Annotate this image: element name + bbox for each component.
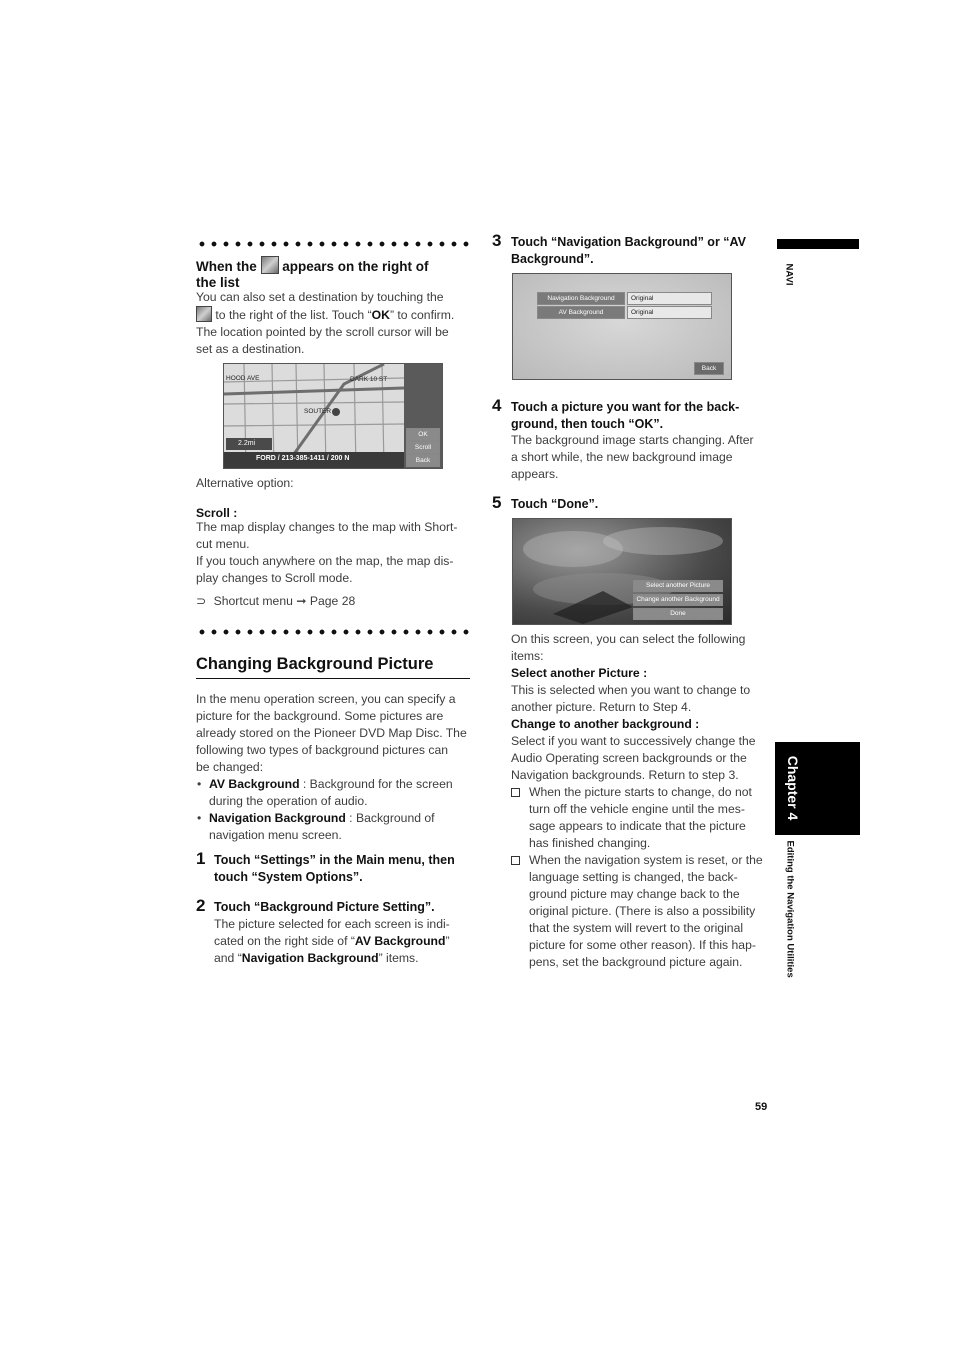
- chapter-section-label: Editing the Navigation Utilities: [784, 840, 796, 978]
- select-another-picture-button[interactable]: Select another Picture: [633, 580, 723, 592]
- note-item: [511, 784, 773, 852]
- step-line: Touch a picture you want for the back-: [511, 400, 740, 414]
- map-list-icon: [196, 306, 212, 322]
- body-line: that the system will revert to the original: [529, 921, 744, 935]
- body-line: This is selected when you want to change to: [511, 683, 751, 697]
- body-line: original picture. (There is also a possibility: [529, 904, 756, 918]
- section-title: Changing Background Picture: [196, 655, 470, 679]
- map-screenshot: [223, 363, 443, 469]
- step-3-text: [511, 234, 773, 268]
- map-label: HOOD AVE: [226, 375, 260, 382]
- change-another-background-button[interactable]: Change another Background: [633, 594, 723, 606]
- alt-option-label: Alternative option:: [196, 476, 294, 490]
- cross-reference: [196, 593, 355, 610]
- step-number: 1: [196, 849, 206, 868]
- section-label-wrap: [783, 842, 797, 1012]
- body-term: Navigation Background: [241, 951, 379, 965]
- bullet-icon: •: [197, 777, 202, 791]
- subsection-heading: [196, 256, 476, 291]
- ok-label: OK: [371, 308, 390, 322]
- step-line: Touch “Settings” in the Main menu, then: [214, 853, 455, 867]
- checkbox-icon: [511, 856, 520, 865]
- body-line: The map display changes to the map with Short-: [196, 520, 458, 534]
- body-line: If you touch anywhere on the map, the map dis-: [196, 554, 454, 568]
- step-4-description: [511, 432, 773, 483]
- body-line: Audio Operating screen backgrounds or the: [511, 751, 747, 765]
- body-line: The picture selected for each screen is indi-: [214, 917, 450, 931]
- body-text: ” to confirm.: [389, 308, 455, 322]
- option-heading: Change to another background :: [511, 717, 700, 731]
- page-number: 59: [755, 1101, 768, 1113]
- body-line: appears.: [511, 467, 559, 481]
- step-number: 2: [196, 896, 206, 915]
- body-text: ”: [445, 934, 450, 948]
- body-line: already stored on the Pioneer DVD Map Disc. The: [196, 726, 467, 740]
- reference-text[interactable]: Shortcut menu: [213, 594, 293, 608]
- map-scale: 2.2mi: [238, 440, 256, 447]
- map-scroll-button[interactable]: Scroll: [406, 441, 440, 454]
- av-background-value: Original: [627, 306, 712, 319]
- bullet-term: AV Background: [209, 777, 300, 791]
- body-line: picture for some other reason). If this hap-: [529, 938, 756, 952]
- heading-text: appears on the right of: [282, 259, 429, 274]
- body-line: Navigation backgrounds. Return to step 3.: [511, 768, 739, 782]
- map-label: DARK 10 ST: [350, 376, 388, 383]
- body-text: to the right of the list. Touch “: [215, 308, 372, 322]
- body-line: [214, 933, 476, 950]
- step-line: touch “System Options”.: [214, 870, 363, 884]
- navigation-background-button[interactable]: Navigation Background: [537, 292, 625, 305]
- step-number: 5: [492, 493, 502, 512]
- right-arrow-icon: ➞: [296, 594, 307, 608]
- body-line: [196, 306, 476, 324]
- body-line: The location pointed by the scroll cursor will be: [196, 325, 449, 339]
- body-term: AV Background: [354, 934, 446, 948]
- body-line: On this screen, you can select the following: [511, 632, 746, 646]
- step-line: ground, then touch “OK”.: [511, 417, 664, 431]
- body-text: ” items.: [378, 951, 419, 965]
- reference-arrow-icon: ⊃: [196, 594, 207, 608]
- navi-tab-bar: [777, 239, 859, 249]
- heading-text: When the: [196, 259, 257, 274]
- background-setting-screenshot: [512, 273, 732, 380]
- option-heading: Select another Picture :: [511, 666, 648, 680]
- map-status-bar: FORD / 213-385-1411 / 200 N: [256, 455, 350, 462]
- body-line: pens, set the background picture again.: [529, 955, 743, 969]
- body-line: In the menu operation screen, you can specify a: [196, 692, 456, 706]
- body-text: cated on the right side of “: [214, 934, 355, 948]
- body-line: has finished changing.: [529, 836, 651, 850]
- bullet-term: Navigation Background: [209, 811, 346, 825]
- body-line: picture for the background. Some pictures are: [196, 709, 444, 723]
- step-number: 3: [492, 231, 502, 250]
- body-line: a short while, the new background image: [511, 450, 733, 464]
- body-line: ground picture may change back to the: [529, 887, 740, 901]
- body-line: You can also set a destination by touching the: [196, 290, 444, 304]
- body-line: Select if you want to successively change the: [511, 734, 756, 748]
- body-line: be changed:: [196, 760, 264, 774]
- step-number: 4: [492, 396, 502, 415]
- body-text: and “: [214, 951, 242, 965]
- step-1-text: [214, 852, 476, 886]
- note-item: [511, 852, 773, 971]
- body-line: items:: [511, 649, 544, 663]
- bullet-icon: •: [197, 811, 202, 825]
- done-screenshot: [512, 518, 732, 625]
- dotted-divider-top: [196, 240, 472, 248]
- body-line: When the picture starts to change, do not: [529, 785, 752, 799]
- options-description: [511, 631, 773, 971]
- body-line: language setting is changed, the back-: [529, 870, 738, 884]
- bullet-text: : Background for the screen: [299, 777, 453, 791]
- navi-label-wrap: [782, 256, 796, 296]
- bullet-text: navigation menu screen.: [209, 828, 342, 842]
- map-back-button[interactable]: Back: [406, 454, 440, 467]
- checkbox-icon: [511, 788, 520, 797]
- scroll-heading: Scroll :: [196, 506, 238, 520]
- map-label: SOUTER: [304, 408, 332, 415]
- body-line: When the navigation system is reset, or the: [529, 853, 763, 867]
- back-button[interactable]: Back: [694, 362, 724, 375]
- body-line: play changes to Scroll mode.: [196, 571, 353, 585]
- bullet-navigation-background: [196, 810, 476, 844]
- body-line: turn off the vehicle engine until the mes-: [529, 802, 745, 816]
- scroll-description: [196, 519, 476, 587]
- chapter-tab: [775, 742, 860, 835]
- body-line: cut menu.: [196, 537, 250, 551]
- step-2-text: Touch “Background Picture Setting”.: [214, 900, 435, 914]
- body-line: set as a destination.: [196, 342, 305, 356]
- map-list-icon: [261, 256, 279, 274]
- bullet-av-background: [196, 776, 476, 810]
- body-line: another picture. Return to Step 4.: [511, 700, 692, 714]
- step-line: Background”.: [511, 252, 594, 266]
- subsection-body: [196, 289, 476, 358]
- body-line: sage appears to indicate that the picture: [529, 819, 746, 833]
- navigation-background-value: Original: [627, 292, 712, 305]
- av-background-button[interactable]: AV Background: [537, 306, 625, 319]
- navi-label: NAVI: [783, 263, 795, 286]
- map-ok-button[interactable]: OK: [406, 428, 440, 441]
- body-line: The background image starts changing. After: [511, 433, 754, 447]
- bullet-text: : Background of: [345, 811, 435, 825]
- reference-page[interactable]: Page 28: [309, 594, 356, 608]
- body-line: following two types of background pictures can: [196, 743, 449, 757]
- done-button[interactable]: Done: [633, 608, 723, 620]
- body-line: [214, 950, 476, 967]
- chapter-label: Chapter 4: [785, 755, 801, 821]
- step-4-text: [511, 399, 773, 433]
- bullet-text: during the operation of audio.: [209, 794, 368, 808]
- section-intro: [196, 691, 476, 844]
- heading-text: the list: [196, 275, 240, 290]
- step-2-description: [214, 916, 476, 967]
- dotted-divider-section: [196, 628, 472, 636]
- step-line: Touch “Navigation Background” or “AV: [511, 235, 746, 249]
- step-5-text: Touch “Done”.: [511, 497, 599, 511]
